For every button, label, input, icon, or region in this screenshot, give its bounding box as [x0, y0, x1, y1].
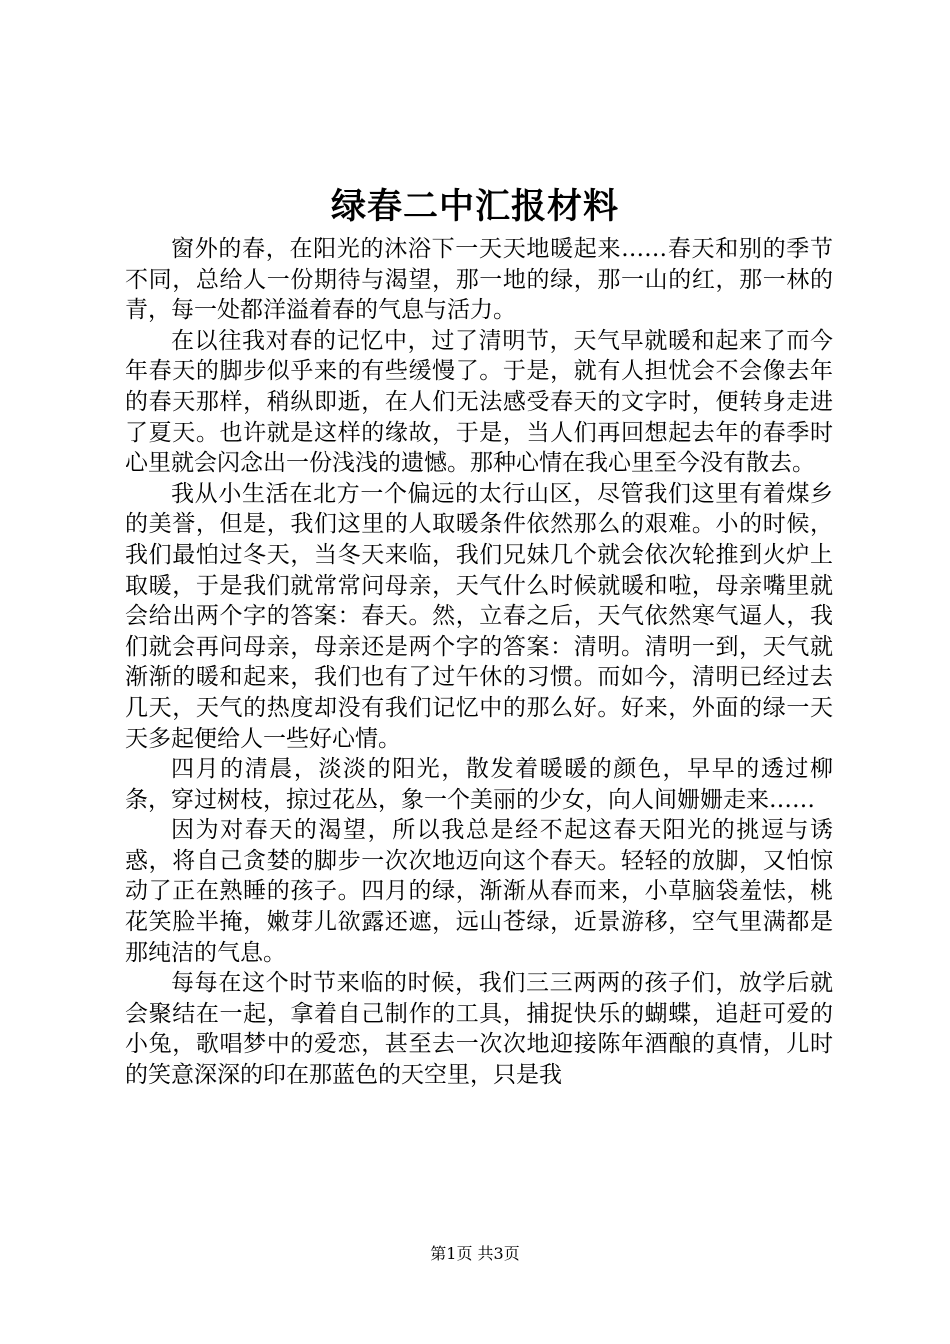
document-body: [125, 234, 833, 1091]
document-title: 绿春二中汇报材料: [330, 186, 619, 227]
paragraph: 四月的清晨，淡淡的阳光，散发着暖暖的颜色，早早的透过柳条，穿过树枝，掠过花丛，象一个美丽的少女，向人间姗姗走来……: [125, 756, 833, 813]
paragraph: 因为对春天的渴望，所以我总是经不起这春天阳光的挑逗与诱惑，将自己贪婪的脚步一次次地迈向这个春天。轻轻的放脚，又怕惊动了正在熟睡的孩子。四月的绿，渐渐从春而来，小草脑袋羞怯，桃花笑脸半掩，嫩芽儿欲露还遮，远山苍绿，近景游移，空气里满都是那纯洁的气息。: [125, 817, 833, 966]
paragraph: 我从小生活在北方一个偏远的太行山区，尽管我们这里有着煤乡的美誉，但是，我们这里的人取暖条件依然那么的艰难。小的时候，我们最怕过冬天，当冬天来临，我们兄妹几个就会依次轮推到火炉上取暖，于是我们就常常问母亲，天气什么时候就暖和啦，母亲嘴里就会给出两个字的答案：春天。然，立春之后，天气依然寒气逼人，我们就会再问母亲，母亲还是两个字的答案：清明。清明一到，天气就渐渐的暖和起来，我们也有了过午休的习惯。而如今，清明已经过去几天，天气的热度却没有我们记忆中的那么好。好来，外面的绿一天天多起便给人一些好心情。: [125, 480, 833, 752]
page-number-footer: 第1页 共3页: [430, 1244, 520, 1263]
paragraph: 每每在这个时节来临的时候，我们三三两两的孩子们，放学后就会聚结在一起，拿着自己制作的工具，捕捉快乐的蝴蝶，追赶可爱的小兔，歌唱梦中的爱恋，甚至去一次次地迎接陈年酒酿的真情，儿时的笑意深深的印在那蓝色的天空里，只是我: [125, 970, 833, 1089]
paragraph: 在以往我对春的记忆中，过了清明节，天气早就暖和起来了而今年春天的脚步似乎来的有些缓慢了。于是，就有人担忧会不会像去年的春天那样，稍纵即逝，在人们无法感受春天的文字时，便转身走进了夏天。也许就是这样的缘故，于是，当人们再回想起去年的春季时心里就会闪念出一份浅浅的遗憾。那种心情在我心里至今没有散去。: [125, 327, 833, 477]
paragraph: 窗外的春，在阳光的沐浴下一天天地暖起来……春天和别的季节不同，总给人一份期待与渴望，那一地的绿，那一山的红，那一林的青，每一处都洋溢着春的气息与活力。: [125, 236, 833, 324]
